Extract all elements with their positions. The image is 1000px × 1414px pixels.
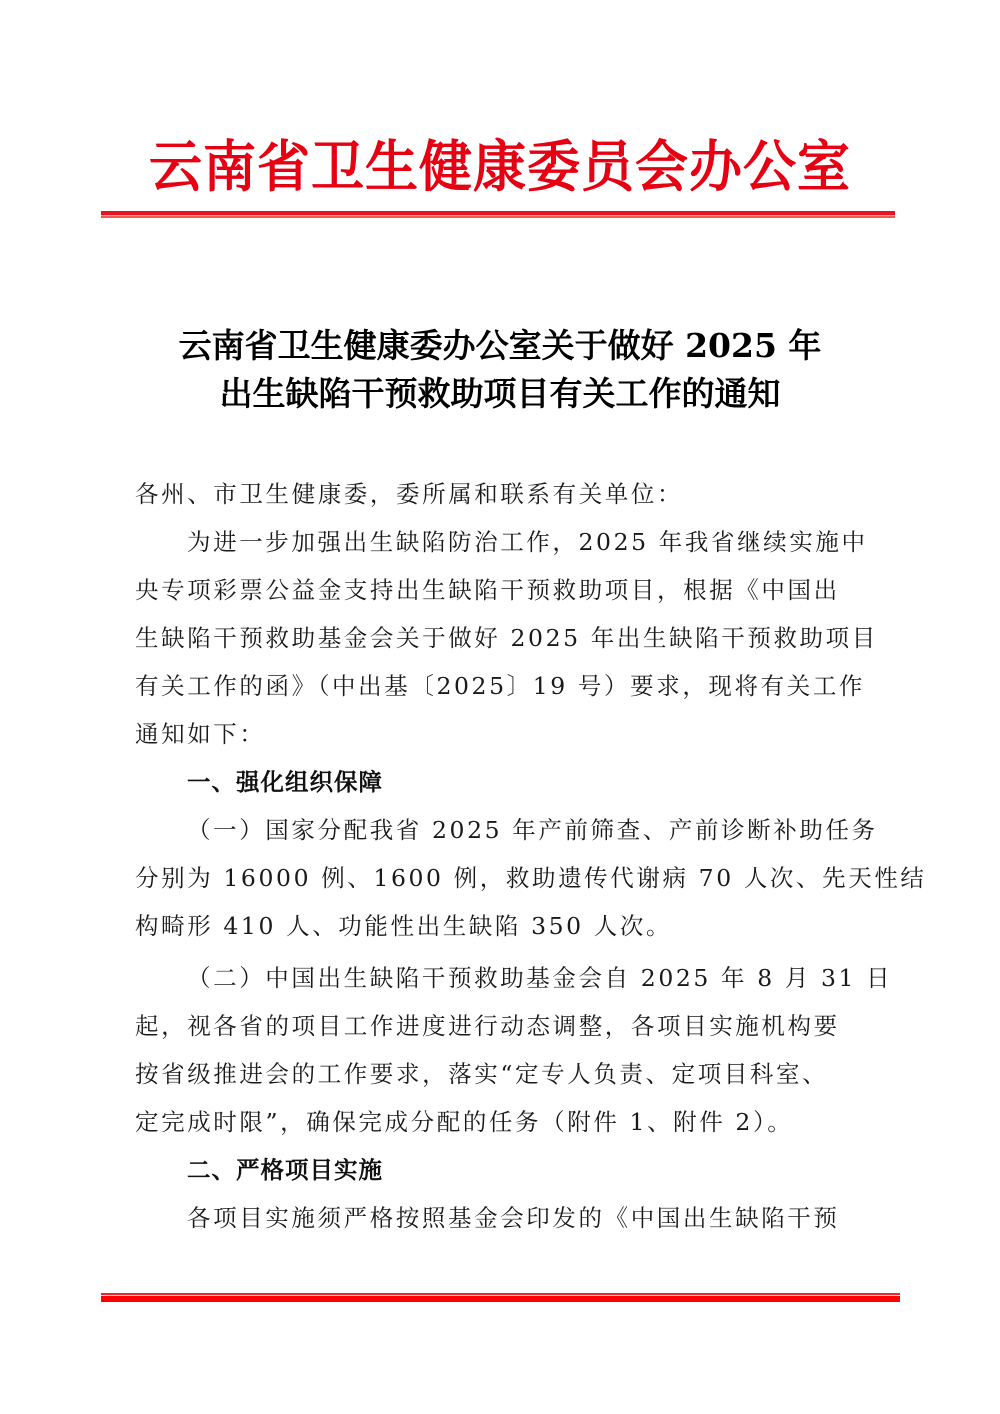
- section-heading-1: 一、强化组织保障: [187, 768, 383, 796]
- salutation: 各州、市卫生健康委，委所属和联系有关单位：: [135, 480, 684, 508]
- paragraph-line: 定完成时限”，确保完成分配的任务（附件 1、附件 2）。: [135, 1108, 794, 1136]
- header-red-rule: [101, 211, 895, 218]
- document-title-line-1: 云南省卫生健康委办公室关于做好 2025 年: [178, 326, 822, 365]
- paragraph-line: 有关工作的函》（中出基〔2025〕19 号）要求，现将有关工作: [135, 672, 866, 700]
- paragraph-line: 生缺陷干预救助基金会关于做好 2025 年出生缺陷干预救助项目: [135, 624, 878, 652]
- paragraph-line: 起，视各省的项目工作进度进行动态调整，各项目实施机构要: [135, 1012, 840, 1040]
- paragraph-line: 各项目实施须严格按照基金会印发的《中国出生缺陷干预: [187, 1204, 840, 1232]
- paragraph-line: 为进一步加强出生缺陷防治工作，2025 年我省继续实施中: [187, 528, 868, 556]
- paragraph-line: 构畸形 410 人、功能性出生缺陷 350 人次。: [135, 912, 673, 940]
- paragraph-line: 分别为 16000 例、1600 例，救助遗传代谢病 70 人次、先天性结: [135, 864, 927, 892]
- paragraph-line: （二）中国出生缺陷干预救助基金会自 2025 年 8 月 31 日: [187, 964, 893, 992]
- document-title-line-2: 出生缺陷干预救助项目有关工作的通知: [219, 374, 781, 413]
- paragraph-line: 通知如下：: [135, 720, 266, 748]
- organization-header: 云南省卫生健康委员会办公室: [149, 134, 851, 200]
- paragraph-line: 央专项彩票公益金支持出生缺陷干预救助项目，根据《中国出: [135, 576, 840, 604]
- section-heading-2: 二、严格项目实施: [187, 1156, 383, 1184]
- paragraph-line: 按省级推进会的工作要求，落实“定专人负责、定项目科室、: [135, 1060, 829, 1088]
- document-title: [120, 322, 880, 418]
- paragraph-line: （一）国家分配我省 2025 年产前筛查、产前诊断补助任务: [187, 816, 878, 844]
- footer-red-rule: [101, 1293, 900, 1302]
